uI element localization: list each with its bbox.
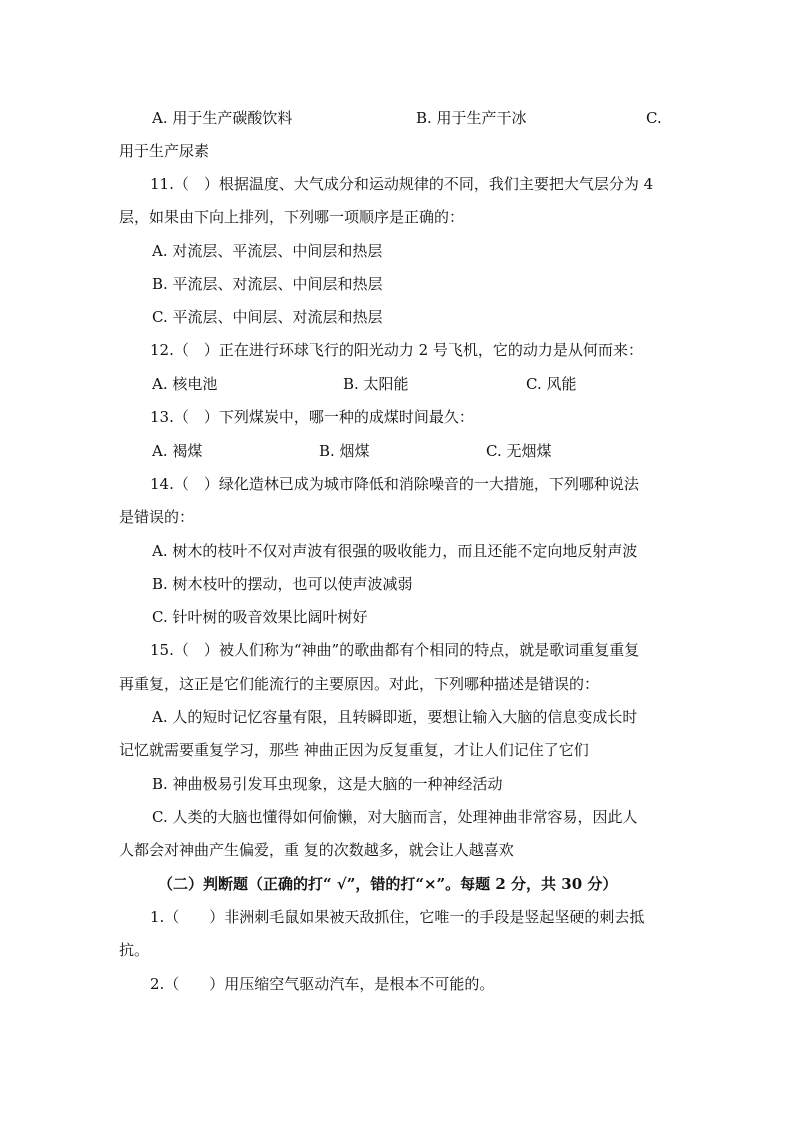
q13-option-b: B. 烟煤	[319, 442, 370, 460]
q15-option-c-line1: C. 人类的大脑也懂得如何偷懒，对大脑而言，处理神曲非常容易，因此人	[152, 808, 638, 826]
q14-stem-line1: 14.（ ）绿化造林已成为城市降低和消除噪音的一大措施，下列哪种说法	[150, 475, 639, 493]
q12-stem: 12.（ ）正在进行环球飞行的阳光动力 2 号飞机，它的动力是从何而来：	[150, 341, 643, 359]
q14-option-b: B. 树木枝叶的摆动，也可以使声波减弱	[152, 575, 413, 593]
tf2-stem: 2.（ ）用压缩空气驱动汽车，是根本不可能的。	[150, 975, 495, 993]
q14-option-c: C. 针叶树的吸音效果比阔叶树好	[152, 608, 368, 626]
q15-stem-line2: 再重复，这正是它们能流行的主要原因。对此，下列哪种描述是错误的：	[119, 675, 600, 693]
section-heading-true-false: （二）判断题（正确的打“ √”，错的打“×”。每题 2 分，共 30 分）	[158, 875, 618, 893]
q10-option-c-text: 用于生产尿素	[119, 142, 210, 160]
q15-stem-line1: 15.（ ）被人们称为“神曲”的歌曲都有个相同的特点，就是歌词重复重复	[150, 641, 640, 659]
q11-option-b: B. 平流层、对流层、中间层和热层	[152, 275, 383, 293]
q10-option-a: A. 用于生产碳酸饮料	[152, 109, 293, 127]
q15-option-b: B. 神曲极易引发耳虫现象，这是大脑的一种神经活动	[152, 775, 503, 793]
tf1-stem-line2: 抗。	[119, 941, 150, 959]
q15-option-a-line2: 记忆就需要重复学习，那些 神曲正因为反复重复，才让人们记住了它们	[119, 741, 589, 759]
q11-stem-line2: 层，如果由下向上排列，下列哪一项顺序是正确的：	[119, 208, 465, 226]
q13-option-c: C. 无烟煤	[486, 442, 552, 460]
q11-option-c: C. 平流层、中间层、对流层和热层	[152, 308, 383, 326]
q10-option-c-label: C.	[646, 109, 662, 127]
q14-stem-line2: 是错误的：	[119, 508, 195, 526]
q13-stem: 13.（ ）下列煤炭中，哪一种的成煤时间最久：	[150, 408, 474, 426]
q11-option-a: A. 对流层、平流层、中间层和热层	[152, 242, 383, 260]
q15-option-c-line2: 人都会对神曲产生偏爱，重 复的次数越多，就会让人越喜欢	[119, 841, 514, 859]
q14-option-a: A. 树木的枝叶不仅对声波有很强的吸收能力，而且还能不定向地反射声波	[152, 542, 638, 560]
q12-option-b: B. 太阳能	[343, 375, 409, 393]
q13-option-a: A. 褐煤	[152, 442, 203, 460]
tf1-stem-line1: 1.（ ）非洲刺毛鼠如果被天敌抓住，它唯一的手段是竖起坚硬的刺去抵	[150, 908, 645, 926]
q11-stem-line1: 11.（ ）根据温度、大气成分和运动规律的不同，我们主要把大气层分为 4	[150, 175, 654, 193]
q12-option-c: C. 风能	[526, 375, 577, 393]
q12-option-a: A. 核电池	[152, 375, 218, 393]
q10-option-b: B. 用于生产干冰	[416, 109, 527, 127]
q15-option-a-line1: A. 人的短时记忆容量有限，且转瞬即逝，要想让输入大脑的信息变成长时	[152, 708, 638, 726]
